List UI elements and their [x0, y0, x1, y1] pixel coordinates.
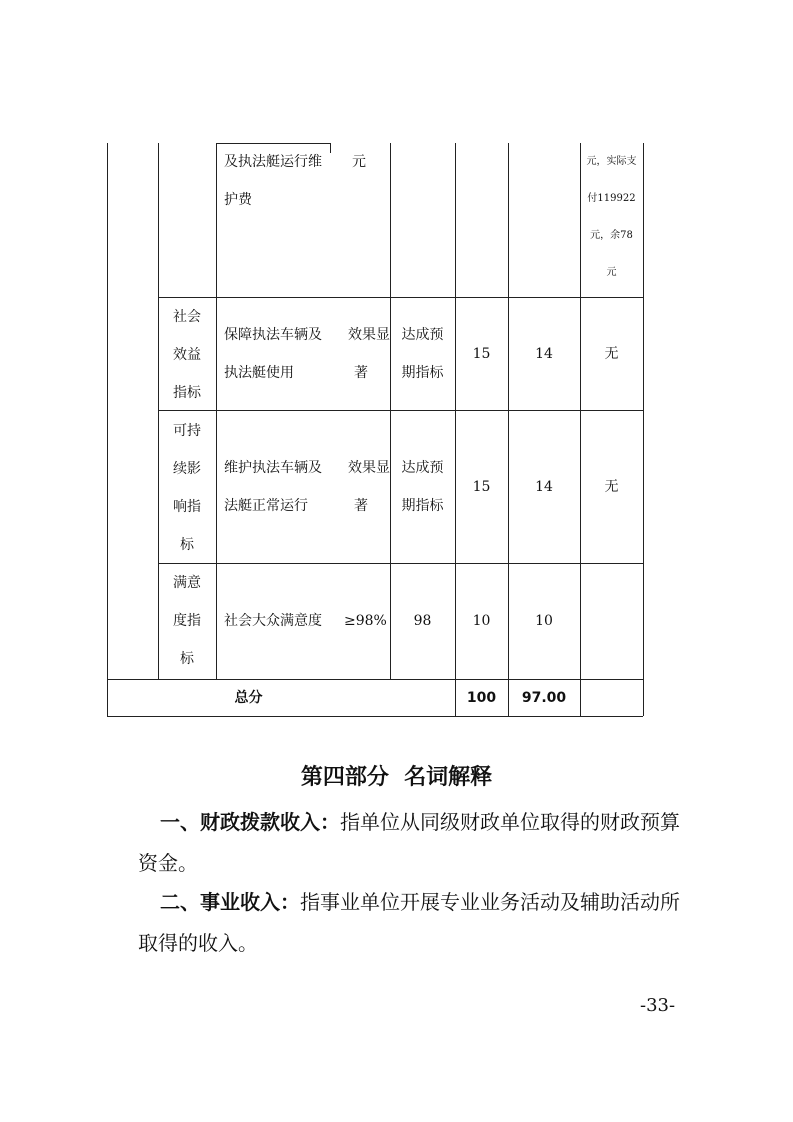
- cell-text: 可持: [173, 423, 201, 439]
- definition-text: 指事业单位开展专业业务活动及辅助活动所: [300, 890, 680, 914]
- definition-text-cont: 取得的收入。: [138, 931, 258, 955]
- definition-item: [140, 882, 700, 964]
- table-border-left: [107, 143, 108, 716]
- cell-text: 满意: [173, 575, 201, 591]
- actual-cell: [390, 449, 455, 525]
- cell-text: 及执法艇运行维: [224, 154, 322, 170]
- definition-item: [140, 802, 700, 884]
- cell-text: 著: [354, 498, 368, 514]
- definition-text: 指单位从同级财政单位取得的财政预算: [340, 810, 680, 834]
- definition-text-cont: 资金。: [138, 851, 198, 875]
- page-number: -33-: [640, 995, 676, 1016]
- score-cell: 14: [535, 346, 553, 362]
- actual-cell: [390, 316, 455, 392]
- cell-text: 效益: [173, 347, 201, 363]
- definition-term: 二、事业收入：: [160, 890, 300, 914]
- category-cell: [158, 412, 216, 564]
- cell-text: 法艇正常运行: [224, 498, 308, 514]
- cell-text: 效果显: [348, 327, 390, 343]
- reason-cell: 无: [604, 346, 619, 362]
- cell-text: 社会: [173, 309, 201, 325]
- cell-text: 付119922: [587, 193, 636, 204]
- cell-text: 维护执法车辆及: [224, 460, 322, 476]
- cell-text: 元: [352, 154, 366, 170]
- table-gridline: [216, 143, 217, 679]
- cell-text: 度指: [173, 613, 201, 629]
- weight-cell: 15: [472, 479, 491, 495]
- table-gridline: [158, 297, 643, 298]
- reason-cell: [580, 143, 643, 291]
- cell-text: 达成预: [401, 327, 444, 343]
- cell-text: 护费: [224, 192, 252, 208]
- cell-text: 效果显: [348, 460, 390, 476]
- table-gridline: [390, 143, 391, 679]
- cell-text: 续影: [173, 461, 201, 477]
- cell-text: 期指标: [401, 365, 444, 381]
- cell-text: 期指标: [401, 498, 444, 514]
- definition-term: 一、财政拨款收入：: [160, 810, 340, 834]
- total-score: 97.00: [521, 690, 567, 706]
- category-cell: [158, 298, 216, 412]
- cell-text: 标: [180, 537, 194, 553]
- weight-cell: 10: [472, 613, 491, 629]
- total-weight: 100: [466, 690, 497, 706]
- weight-cell: 15: [472, 346, 491, 362]
- cell-text: 元: [606, 267, 617, 278]
- cell-text: 指标: [173, 385, 201, 401]
- score-cell: 10: [535, 613, 553, 629]
- cell-text: 元，实际支: [586, 156, 637, 167]
- table-gridline: [158, 563, 643, 564]
- cell-text: 达成预: [401, 460, 444, 476]
- cell-text: 执法艇使用: [224, 365, 294, 381]
- category-cell: [158, 564, 216, 678]
- cell-text: 标: [180, 651, 194, 667]
- cell-text: 保障执法车辆及: [224, 327, 322, 343]
- indicator-cell: 社会大众满意度: [224, 613, 322, 629]
- total-label: 总分: [234, 690, 263, 706]
- cell-text: 著: [354, 365, 368, 381]
- section-title: 第四部分 名词解释: [300, 764, 493, 790]
- target-cell: [338, 316, 390, 392]
- target-cell: ≥98%: [344, 613, 387, 629]
- target-cell: [338, 449, 390, 525]
- table-border-right: [643, 143, 644, 716]
- reason-cell: 无: [604, 479, 619, 495]
- table-gridline: [158, 410, 643, 411]
- actual-cell: 98: [413, 613, 432, 629]
- target-cell: [352, 143, 382, 181]
- cell-text: 响指: [173, 499, 201, 515]
- score-cell: 14: [535, 479, 553, 495]
- cell-text: 元，余78: [590, 230, 633, 241]
